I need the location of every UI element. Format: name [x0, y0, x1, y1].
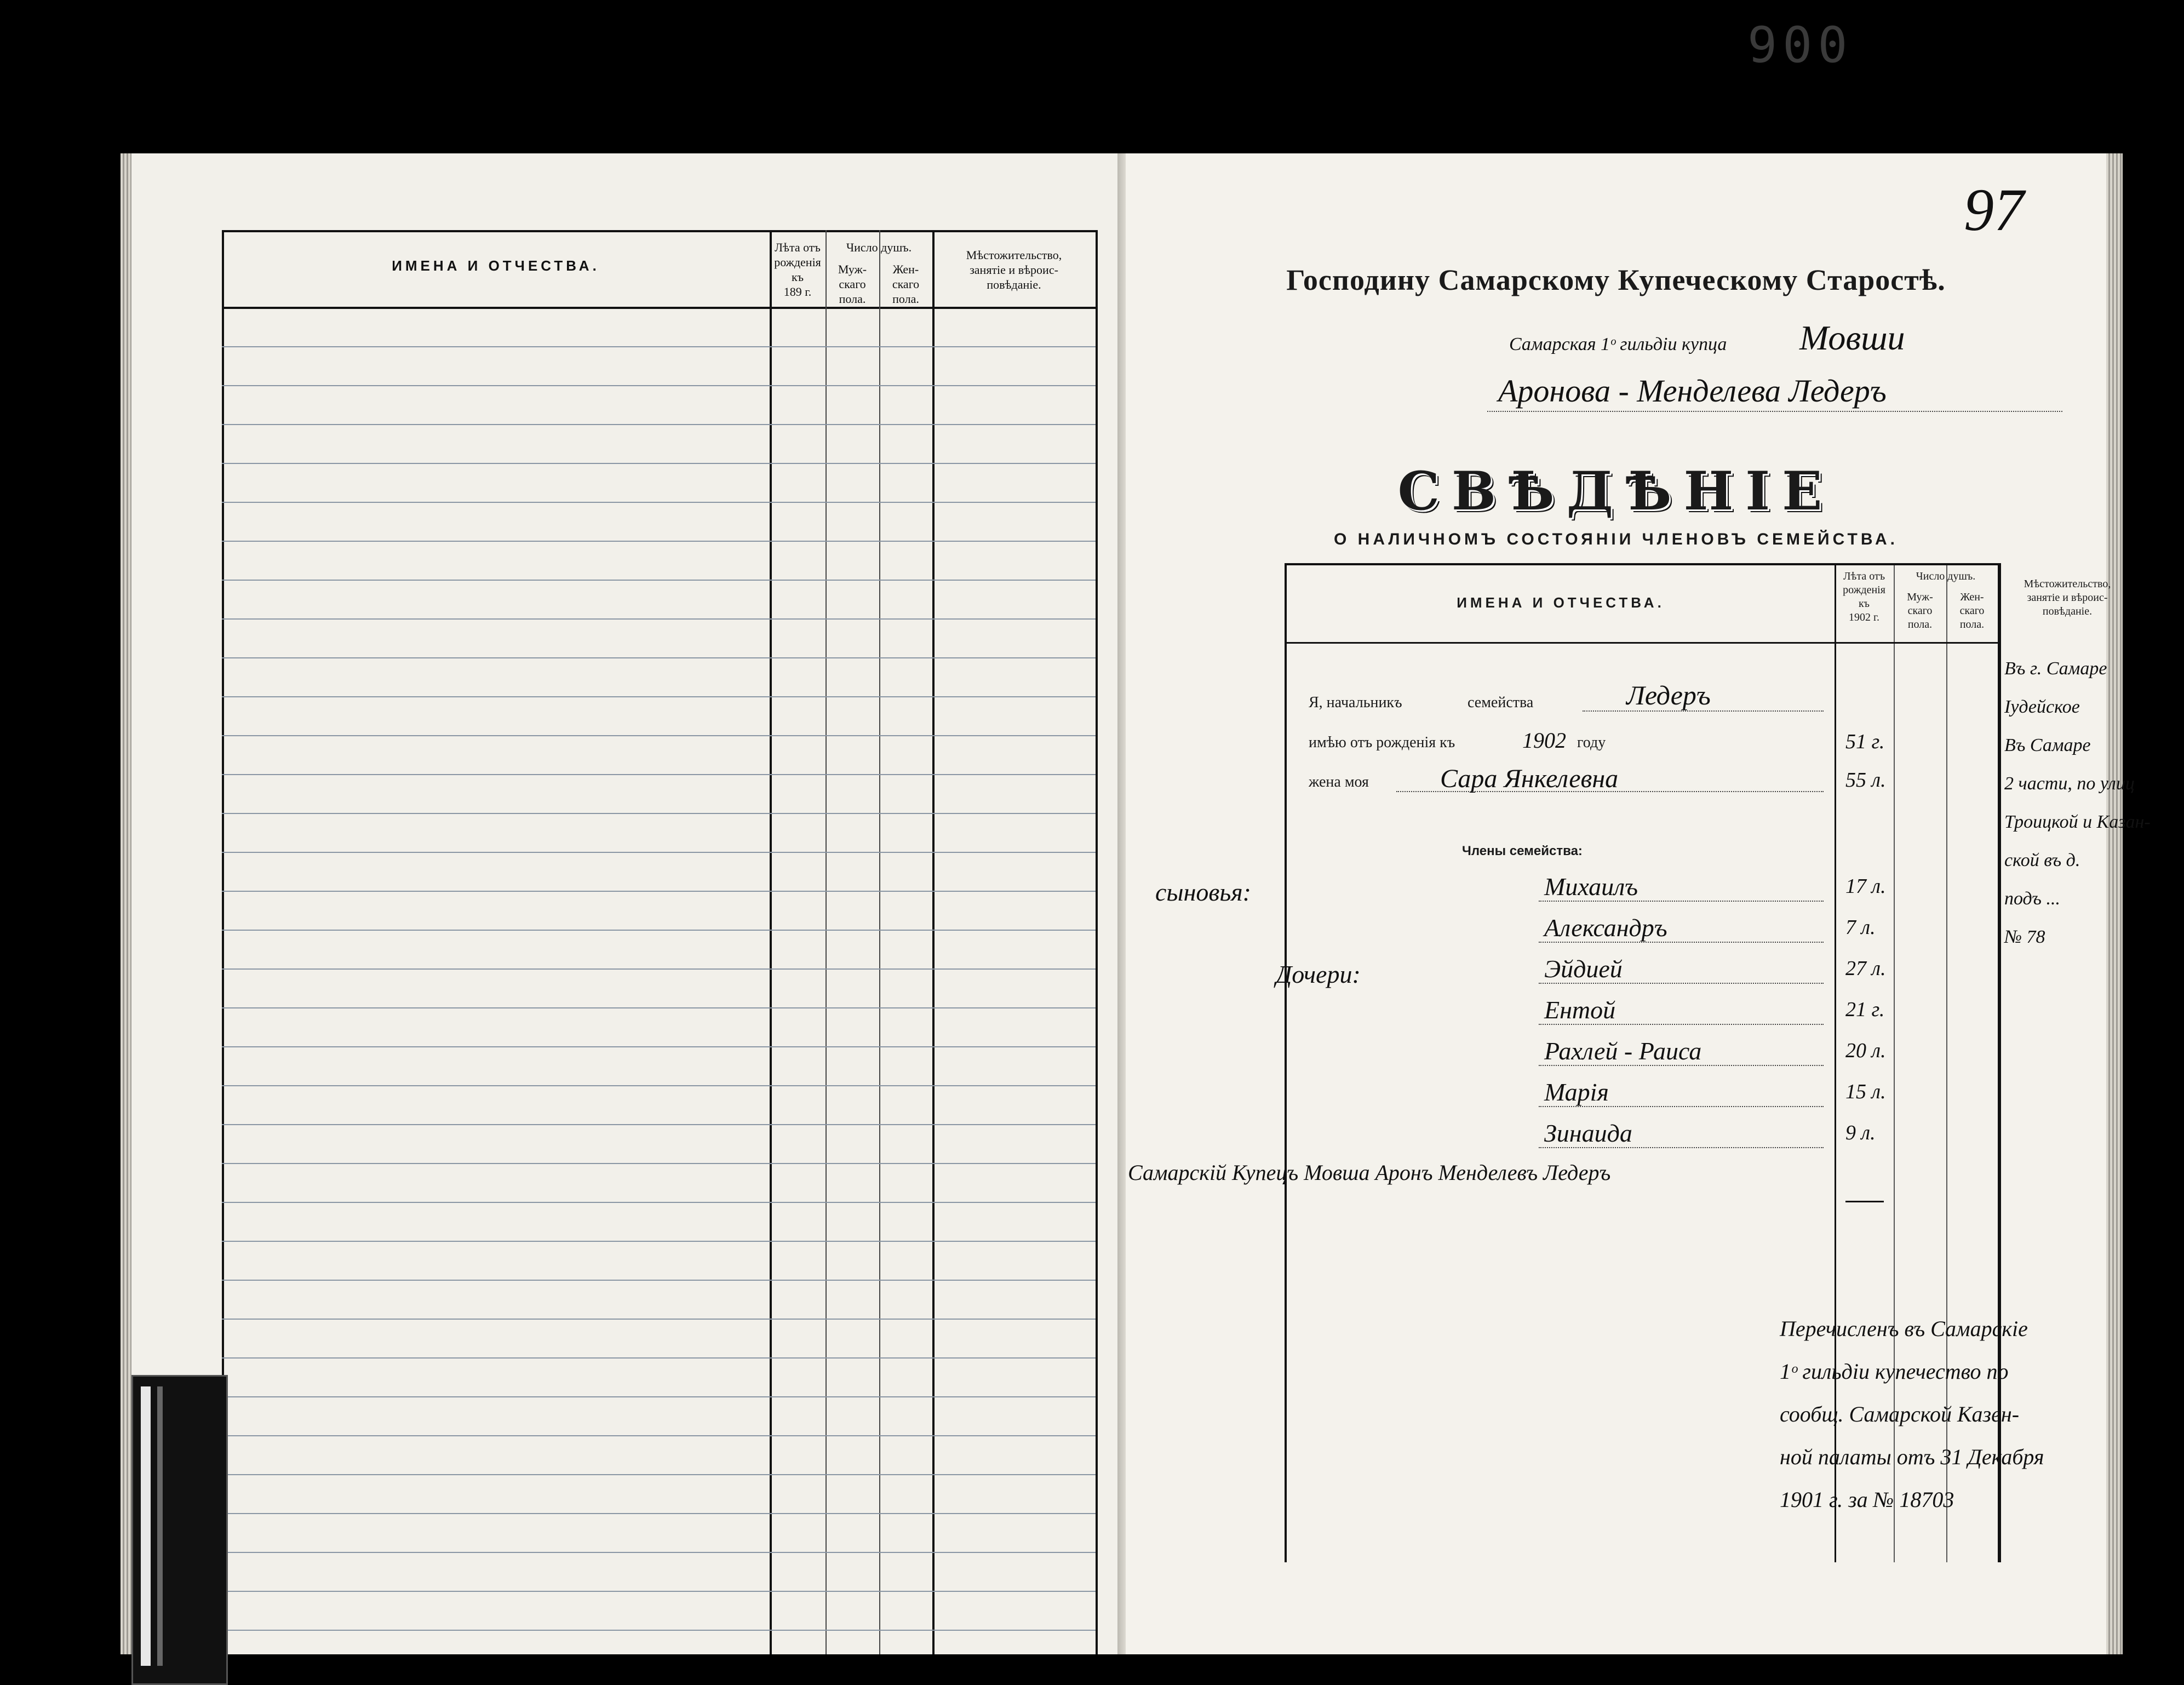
transfer-note-line: Перечисленъ въ Самарскіе	[1780, 1316, 2028, 1341]
header-residence: Мѣстожительство, занятіе и вѣроис- повѣданіе.	[2024, 578, 2111, 617]
head-age-suffix: году	[1577, 734, 1606, 751]
member-age: 9 л.	[1845, 1121, 1876, 1144]
members-label: Члены семейства:	[1462, 844, 1583, 858]
left-header-souls: Число душъ.	[846, 240, 912, 254]
transfer-note-line: 1901 г. за № 18703	[1780, 1487, 1954, 1512]
left-header-male: Муж- скаго пола.	[838, 262, 867, 306]
daughters-label: Дочери:	[1276, 960, 1361, 988]
head-surname: Ледеръ	[1626, 680, 1711, 710]
member-name: Марія	[1544, 1078, 1609, 1106]
residence-line: Троицкой и Казан-	[2004, 812, 2151, 832]
residence-line: Въ г. Самаре	[2004, 658, 2107, 679]
transfer-note-line: ной палаты отъ 31 Декабря	[1780, 1445, 2044, 1469]
member-name: Ентой	[1544, 996, 1616, 1024]
archive-stamp-number: 900	[1747, 16, 1853, 74]
signature-line: Самарскій Купецъ Мовша Аронъ Менделевъ Ледеръ	[1128, 1160, 1611, 1185]
wife-name: Сара Янкелевна	[1440, 764, 1619, 793]
left-header-female: Жен- скаго пола.	[892, 262, 920, 306]
head-label: Я, начальникъ	[1309, 694, 1402, 711]
header-names: ИМЕНА И ОТЧЕСТВА.	[1457, 594, 1665, 611]
header-female: Жен- скаго пола.	[1959, 591, 1985, 631]
transfer-note-line: 1ᵒ гильдіи купечество по	[1780, 1359, 2009, 1384]
member-name: Эйдией	[1544, 955, 1623, 983]
member-age: 15 л.	[1845, 1080, 1886, 1103]
folio-number: 97	[1964, 176, 2024, 243]
header-male: Муж- скаго пола.	[1907, 591, 1933, 631]
merchant-name-line1: Мовши	[1799, 318, 1905, 357]
left-ledger-table	[222, 230, 1096, 1654]
member-name: Михаилъ	[1544, 873, 1638, 901]
member-name: Рахлей - Раиса	[1544, 1037, 1702, 1065]
residence-line: № 78	[2004, 927, 2045, 947]
member-age: 17 л.	[1845, 875, 1886, 898]
residence-line: Іудейское	[2004, 697, 2080, 717]
sons-label: сыновья:	[1155, 878, 1251, 906]
left-header-age: Лѣта отъ рожденія къ 189 г.	[774, 240, 821, 299]
left-header-residence: Мѣстожительство, занятіе и вѣроис- повѣданіе.	[966, 248, 1062, 291]
member-age: 7 л.	[1845, 916, 1876, 939]
header-age: Лѣта отъ рожденія къ 1902 г.	[1843, 570, 1885, 623]
member-name: Зинаида	[1544, 1119, 1632, 1147]
right-page	[1126, 153, 2151, 1654]
transfer-note-line: сообщ. Самарской Казен-	[1780, 1402, 2020, 1426]
document-title: СВѢДѢНІЕ	[1397, 460, 1835, 522]
member-age: 20 л.	[1845, 1039, 1886, 1062]
member-name: Александръ	[1544, 914, 1667, 942]
open-ledger-book	[131, 153, 2151, 1654]
header-souls: Число душъ.	[1916, 570, 1976, 582]
head-age-value: 51 г.	[1845, 730, 1885, 753]
left-page	[131, 153, 1134, 1654]
document-subtitle: О НАЛИЧНОМЪ СОСТОЯНІИ ЧЛЕНОВЪ СЕМЕЙСТВА.	[1333, 530, 1898, 548]
residence-line: ской въ д.	[2004, 850, 2080, 870]
wife-label: жена моя	[1309, 773, 1369, 790]
member-age: 21 г.	[1845, 998, 1885, 1021]
signature-flourish	[1845, 1173, 1884, 1202]
merchant-name-line2: Аронова - Менделева Ледеръ	[1498, 373, 1887, 409]
residence-line: 2 части, по улиц	[2004, 773, 2135, 794]
head-age-label: имѣю отъ рожденія къ	[1309, 734, 1455, 751]
left-header-names: ИМЕНА И ОТЧЕСТВА.	[392, 257, 600, 274]
merchant-guild-prefix: Самарская 1ᵒ гильдіи купца	[1509, 334, 1727, 354]
residence-line: Въ Самаре	[2004, 735, 2091, 755]
head-family-word: семейства	[1468, 694, 1534, 711]
archive-binding-tab	[131, 1375, 228, 1685]
residence-line: подъ ...	[2004, 889, 2060, 909]
family-table	[1128, 563, 2151, 1562]
addressee-title: Господину Самарскому Купеческому Старостѣ.	[1286, 263, 1946, 296]
member-age: 27 л.	[1845, 957, 1886, 980]
wife-age: 55 л.	[1845, 769, 1886, 792]
head-age-year: 1902	[1522, 728, 1566, 753]
